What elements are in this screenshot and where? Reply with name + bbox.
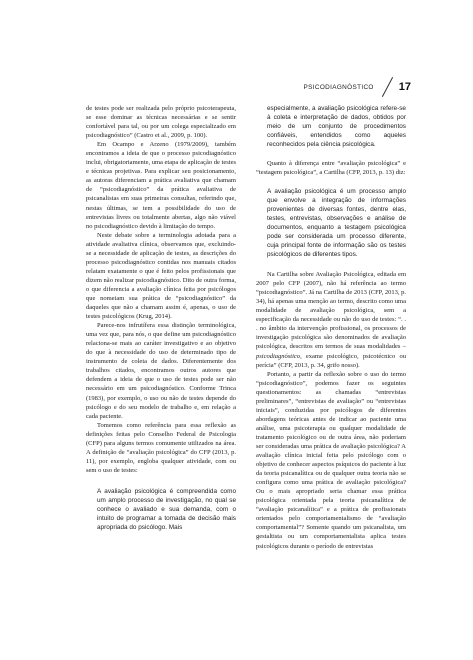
- emphasized-term: psicodiagnóstico: [256, 352, 301, 360]
- paragraph: Tomemos como referência para essa reflexão as definições feitas pelo Conselho Federal de Psicologia (CFP) para alguns termos comumente utilizados na área. A definição de “avaliação psicológica” do CFP (2013, p. 11), por exemplo, engloba qualquer atividade, com ou sem o uso de testes:: [86, 421, 236, 474]
- page-number: 17: [398, 81, 411, 93]
- paragraph: de testes pode ser realizada pelo próprio psicoterapeuta, se esse dominar as técnicas necessárias e se sentir confortável para tal, ou por um colega especializado em psicodiagnóstico” (Castro et al., 2009, p. 100).: [86, 105, 236, 140]
- paragraph: Neste debate sobre a terminologia adotada para a atividade avaliativa clínica, observamos que, excluindo-se a necessidade de aplicação de testes, as descrições do processo psicodiagnóstico contidas nos manuais citados relatam exatamente o que é feito pelos profissionais que dizem não realizar psicodiagnóstico. Dito de outra forma, o que diferencia a avaliação clínica feita por psicólogos que nomeiam sua prática de “psicodiagnóstico” da daqueles que não a chamam assim é, apenas, o uso de testes psicológicos (Krug, 2014).: [86, 231, 236, 321]
- running-title: PSICODIAGNÓSTICO: [303, 83, 374, 91]
- paragraph: Quanto à diferença entre “avaliação psicológica” e “testagem psicológica”, a Cartilha (CFP, 2013, p. 13) diz:: [256, 160, 406, 177]
- paragraph-text: , exame psicológico, psicotécnico ou perícia” (CFP, 2013, p. 34, grifo nosso).: [256, 352, 406, 369]
- paragraph: Parece-nos infrutífera essa distinção terminológica, uma vez que, para nós, o que define um psicodiagnóstico relaciona-se mais ao caráter investigativo e ao objetivo do que à necessidade do uso de determinado tipo de instrumento de coleta de dados. Diferentemente dos trabalhos citados, encontramos outros autores que defendem a ideia de que o uso de testes pode ser não necessário em um psicodiagnóstico. Conforme Trinca (1983), por exemplo, o uso ou não de testes depende do psicólogo e do seu modelo de trabalho e, em relação a cada paciente.: [86, 322, 236, 420]
- running-header: [304, 76, 411, 98]
- block-quote: A avaliação psicológica é um processo amplo que envolve a integração de informações provenientes de diversas fontes, dentre elas, testes, entrevistas, observações e análise de documentos, enquanto a testagem psicológica pode ser considerada um processo diferente, cuja principal fonte de informação são os testes psicológicos de diferentes tipos.: [267, 188, 406, 259]
- paragraph-text: Na Cartilha sobre Avaliação Psicológica, editada em 2007 pelo CFP (2007), não há referência ao termo “psicodiagnóstico”. Já na Cartilha de 2013 (CFP, 2013, p. 34), há apenas uma menção ao termo, descrito como uma modalidade de avaliação psicológica, sem a especificação da necessidade ou não do uso de testes: “. . . no âmbito da intervenção profissional, os processos de investigação psicológica são denominados de avaliação psicológica, descritos em termos de suas modalidades –: [256, 271, 406, 351]
- paragraph: Em Ocampo e Arzeno (1979/2009), também encontramos a ideia de que o processo psicodiagnóstico inclui, obrigatoriamente, uma etapa de aplicação de testes e técnicas projetivas. Para explicar seu posicionamento, as autoras diferenciam a prática avaliativa que chamam de “psicodiagnóstico” da prática avaliativa de psicanalistas em suas primeiras consultas, referindo que, nestas últimas, se tem a possibilidade do uso de entrevistas livres ou totalmente abertas, algo não viável no psicodiagnóstico devido à limitação do tempo.: [86, 141, 236, 230]
- left-column: [86, 104, 236, 542]
- block-quote: A avaliação psicológica é compreendida como um amplo processo de investigação, no qual se conhece o avaliado e sua demanda, com o intuito de programar a tomada de decisão mais apropriada do psicólogo. Mais: [97, 487, 236, 531]
- header-divider: [381, 77, 395, 97]
- paragraph: [256, 270, 406, 370]
- right-column: [256, 104, 406, 551]
- paragraph: Portanto, a partir da reflexão sobre o uso do termo “psicodiagnóstico”, podemos fazer os seguintes questionamentos: as chamadas “entrevistas preliminares”, “entrevistas de avaliação” ou “entrevistas iniciais”, conduzidas por psicólogos de diferentes abordagens teóricas antes de indicar ao paciente uma análise, uma psicoterapia ou qualquer modalidade de tratamento psicológico ou de outra área, não poderiam ser consideradas uma prática de avaliação psicológica? A avaliação clínica inicial feita pelo psicólogo com o objetivo de conhecer aspectos psíquicos do paciente à luz da teoria psicanalítica ou de qualquer outra teoria não se configura como uma prática de avaliação psicológica? Ou o mais apropriado seria chamar essa prática psicológica orientada pela teoria psicanalítica de “avaliação psicanalítica” e a prática de profissionais orientados pelo comportamentalismo de “avaliação comportamental”? Somente quando um psicanalista, um gestaltista ou um comportamentalista aplica testes psicológicos durante o período de entrevistas: [256, 370, 406, 550]
- block-quote-continued: especialmente, a avaliação psicológica refere-se à coleta e interpretação de dados, obtidos por meio de um conjunto de procedimentos confiáveis, entendidos como aqueles reconhecidos pela ciência psicológica.: [267, 105, 406, 148]
